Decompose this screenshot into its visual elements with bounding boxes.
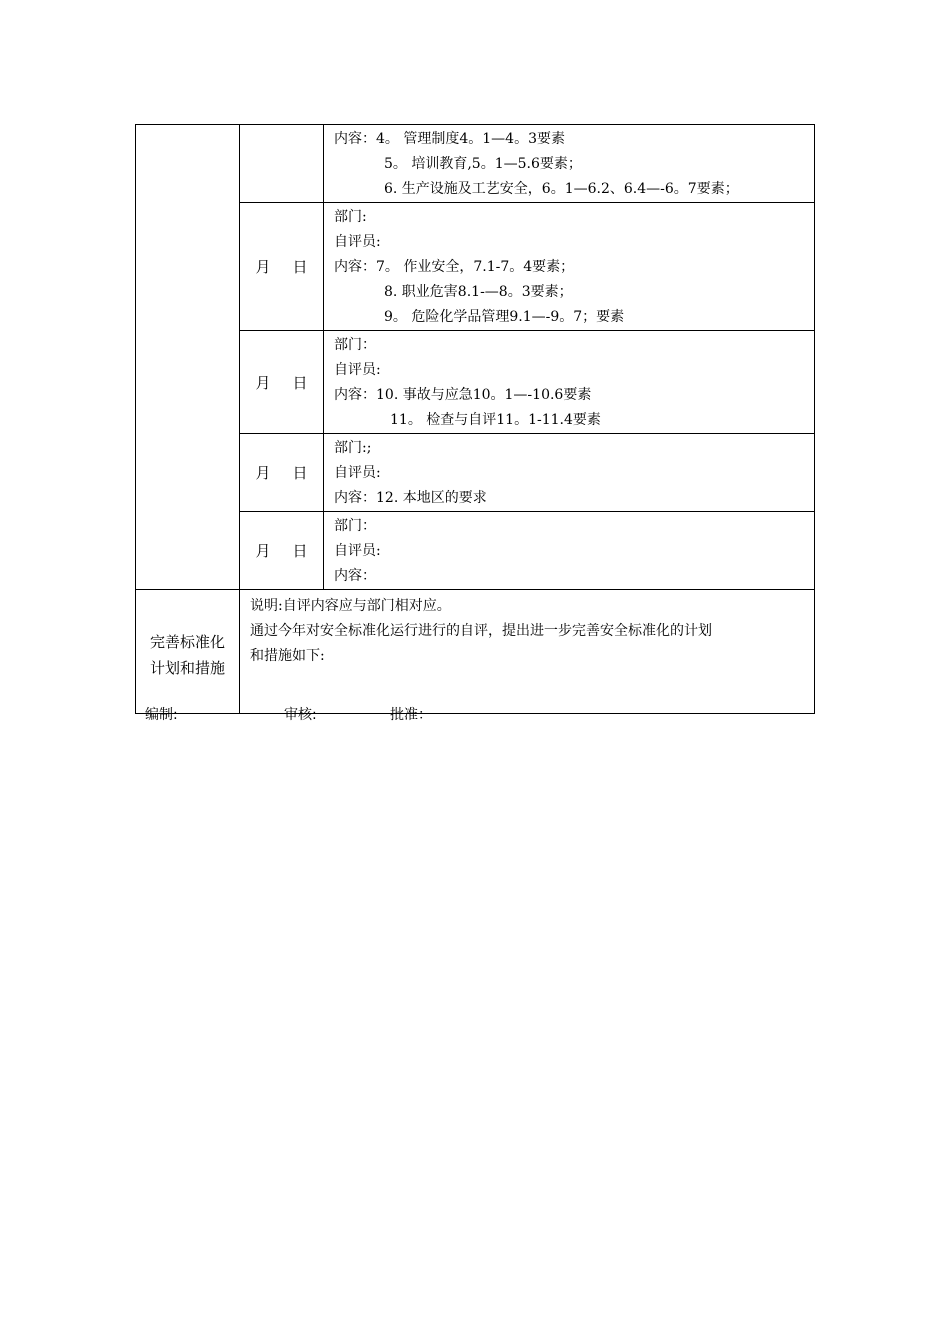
content-cell <box>324 203 815 331</box>
evaluator-line: 自评员: <box>334 543 381 559</box>
content-line: 5。 培训教育,5。1—5.6要素； <box>384 156 582 172</box>
table-row <box>136 125 815 203</box>
content-cell <box>324 434 815 512</box>
content-line: 内容：12. 本地区的要求 <box>334 490 487 506</box>
self-evaluation-table <box>135 124 815 714</box>
day-label: 日 <box>292 464 308 482</box>
date-cell <box>240 512 324 590</box>
content-cell <box>324 125 815 203</box>
note-line: 和措施如下: <box>250 648 325 664</box>
date-cell <box>240 203 324 331</box>
content-line: 内容：4。 管理制度4。1—4。3要素 <box>334 131 565 147</box>
improvement-row <box>136 590 815 714</box>
content-cell <box>324 331 815 434</box>
month-label: 月 <box>255 373 271 392</box>
content-line: 11。 检查与自评11。1-11.4要素 <box>390 412 601 428</box>
department-line: 部门: <box>334 209 367 225</box>
department-line: 部门:; <box>334 440 372 456</box>
note-line: 通过今年对安全标准化运行进行的自评，提出进一步完善安全标准化的计划 <box>250 623 712 639</box>
content-cell <box>324 512 815 590</box>
content-line: 8. 职业危害8.1-—8。3要素； <box>384 284 573 300</box>
date-cell <box>240 331 324 434</box>
month-label: 月 <box>255 464 271 482</box>
month-label: 月 <box>255 542 271 560</box>
evaluator-line: 自评员: <box>334 234 381 250</box>
month-label: 月 <box>255 258 271 276</box>
improvement-label <box>136 590 240 714</box>
left-merged-cell <box>136 125 240 590</box>
date-cell-empty <box>240 125 324 203</box>
day-label: 日 <box>292 373 308 392</box>
day-label: 日 <box>292 258 308 276</box>
evaluator-line: 自评员: <box>334 465 381 481</box>
content-line: 内容： <box>334 568 376 584</box>
improvement-note-cell <box>240 590 815 714</box>
department-line: 部门： <box>334 337 376 353</box>
approved-by-label: 批准： <box>390 707 432 723</box>
content-line: 9。 危险化学品管理9.1—-9。7；要素 <box>384 309 625 325</box>
department-line: 部门： <box>334 518 376 534</box>
date-cell <box>240 434 324 512</box>
improvement-label-line: 完善标准化 <box>149 632 225 651</box>
reviewed-by-label: 审核: <box>284 707 317 723</box>
day-label: 日 <box>292 542 308 560</box>
compiled-by-label: 编制: <box>145 707 178 723</box>
note-line: 说明:自评内容应与部门相对应。 <box>250 598 451 614</box>
improvement-label-line: 计划和措施 <box>149 658 225 677</box>
content-line: 内容：10. 事故与应急10。1—-10.6要素 <box>334 387 592 403</box>
content-line: 6. 生产设施及工艺安全，6。1—6.2、6.4—-6。7要素； <box>384 181 739 197</box>
evaluator-line: 自评员: <box>334 362 381 378</box>
content-line: 内容：7。 作业安全，7.1-7。4要素； <box>334 259 575 275</box>
